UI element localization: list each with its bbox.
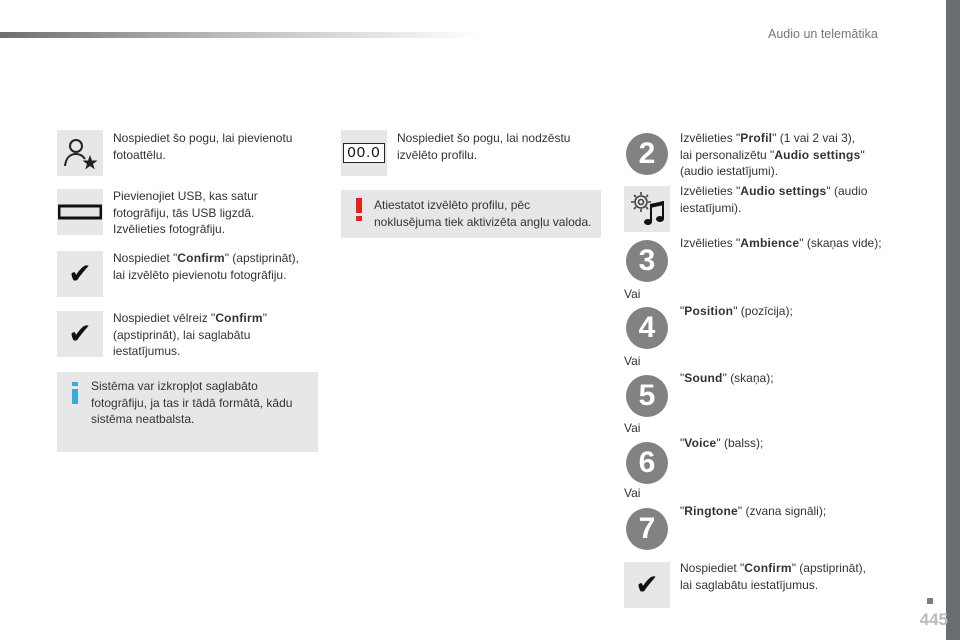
confirm-save-text: Nospiediet vēlreiz "Confirm" (apstiprināt), lai saglabātu iestatījumus. [113,311,267,358]
step-2-badge: 2 [626,133,668,175]
step-5-badge: 5 [626,375,668,417]
check-icon: ✔ [68,318,92,349]
check-icon: ✔ [68,258,92,289]
audio-settings-button[interactable] [624,186,670,232]
confirm-settings-text: Nospiediet "Confirm" (apstiprināt), lai saglabātu iestatījumus. [680,561,866,592]
digital-display-icon: 00.0 [343,143,384,163]
warning-note [341,190,601,238]
add-photo-text: Nospiediet šo pogu, lai pievienotu fotoattēlu. [113,131,293,162]
usb-port-icon [58,200,102,224]
header-bar [0,32,480,38]
or-label: Vai [624,287,641,301]
or-label: Vai [624,486,641,500]
delete-profile-button[interactable] [341,130,387,176]
gear-music-icon [626,188,668,230]
step-7-badge: 7 [626,508,668,550]
warning-icon [355,198,363,222]
confirm-again-button[interactable] [57,311,103,357]
info-note-text: Sistēma var izkropļot saglabāto fotogrāfiju, ja tas ir tādā formātā, kādu sistēma neatbalsta. [91,379,293,426]
section-title: Audio un telemātika [768,27,878,41]
or-label: Vai [624,421,641,435]
user-star-icon [60,133,100,173]
delete-profile-text: Nospiediet šo pogu, lai nodzēstu izvēlēto profilu. [397,131,571,162]
confirm-button[interactable] [57,251,103,297]
page-edge-strip [946,0,960,640]
step-5-text: "Sound" (skaņa); [680,371,774,385]
info-note [57,372,318,452]
usb-line-3: Izvēlieties fotogrāfiju. [113,222,226,236]
step-7-text: "Ringtone" (zvana signāli); [680,504,827,518]
add-photo-button[interactable] [57,130,103,176]
confirm-settings-button[interactable] [624,562,670,608]
usb-line-2: fotogrāfiju, tās USB ligzdā. [113,205,255,220]
step-3-badge: 3 [626,240,668,282]
step-6-text: "Voice" (balss); [680,436,764,450]
step-4-text: "Position" (pozīcija); [680,304,793,318]
step-2-text: Izvēlieties "Profil" (1 vai 2 vai 3), lai personalizētu "Audio settings" (audio iestatījumi). [680,131,865,178]
audio-settings-text: Izvēlieties "Audio settings" (audio iestatījumi). [680,184,868,215]
page-marker [927,598,933,604]
step-6-badge: 6 [626,442,668,484]
info-icon [71,382,79,404]
step-4-badge: 4 [626,307,668,349]
usb-line-1: Pievienojiet USB, kas satur [113,189,258,203]
warning-note-text: Atiestatot izvēlēto profilu, pēc noklusējuma tiek aktivizēta angļu valoda. [374,198,592,229]
or-label: Vai [624,354,641,368]
page-number: 445 [919,610,948,629]
step-3-text: Izvēlieties "Ambience" (skaņas vide); [680,236,882,250]
usb-instructions [113,188,313,238]
confirm-photo-text: Nospiediet "Confirm" (apstiprināt), lai izvēlēto pievienotu fotogrāfiju. [113,251,299,282]
usb-icon-box [57,189,103,235]
check-icon: ✔ [635,569,659,600]
